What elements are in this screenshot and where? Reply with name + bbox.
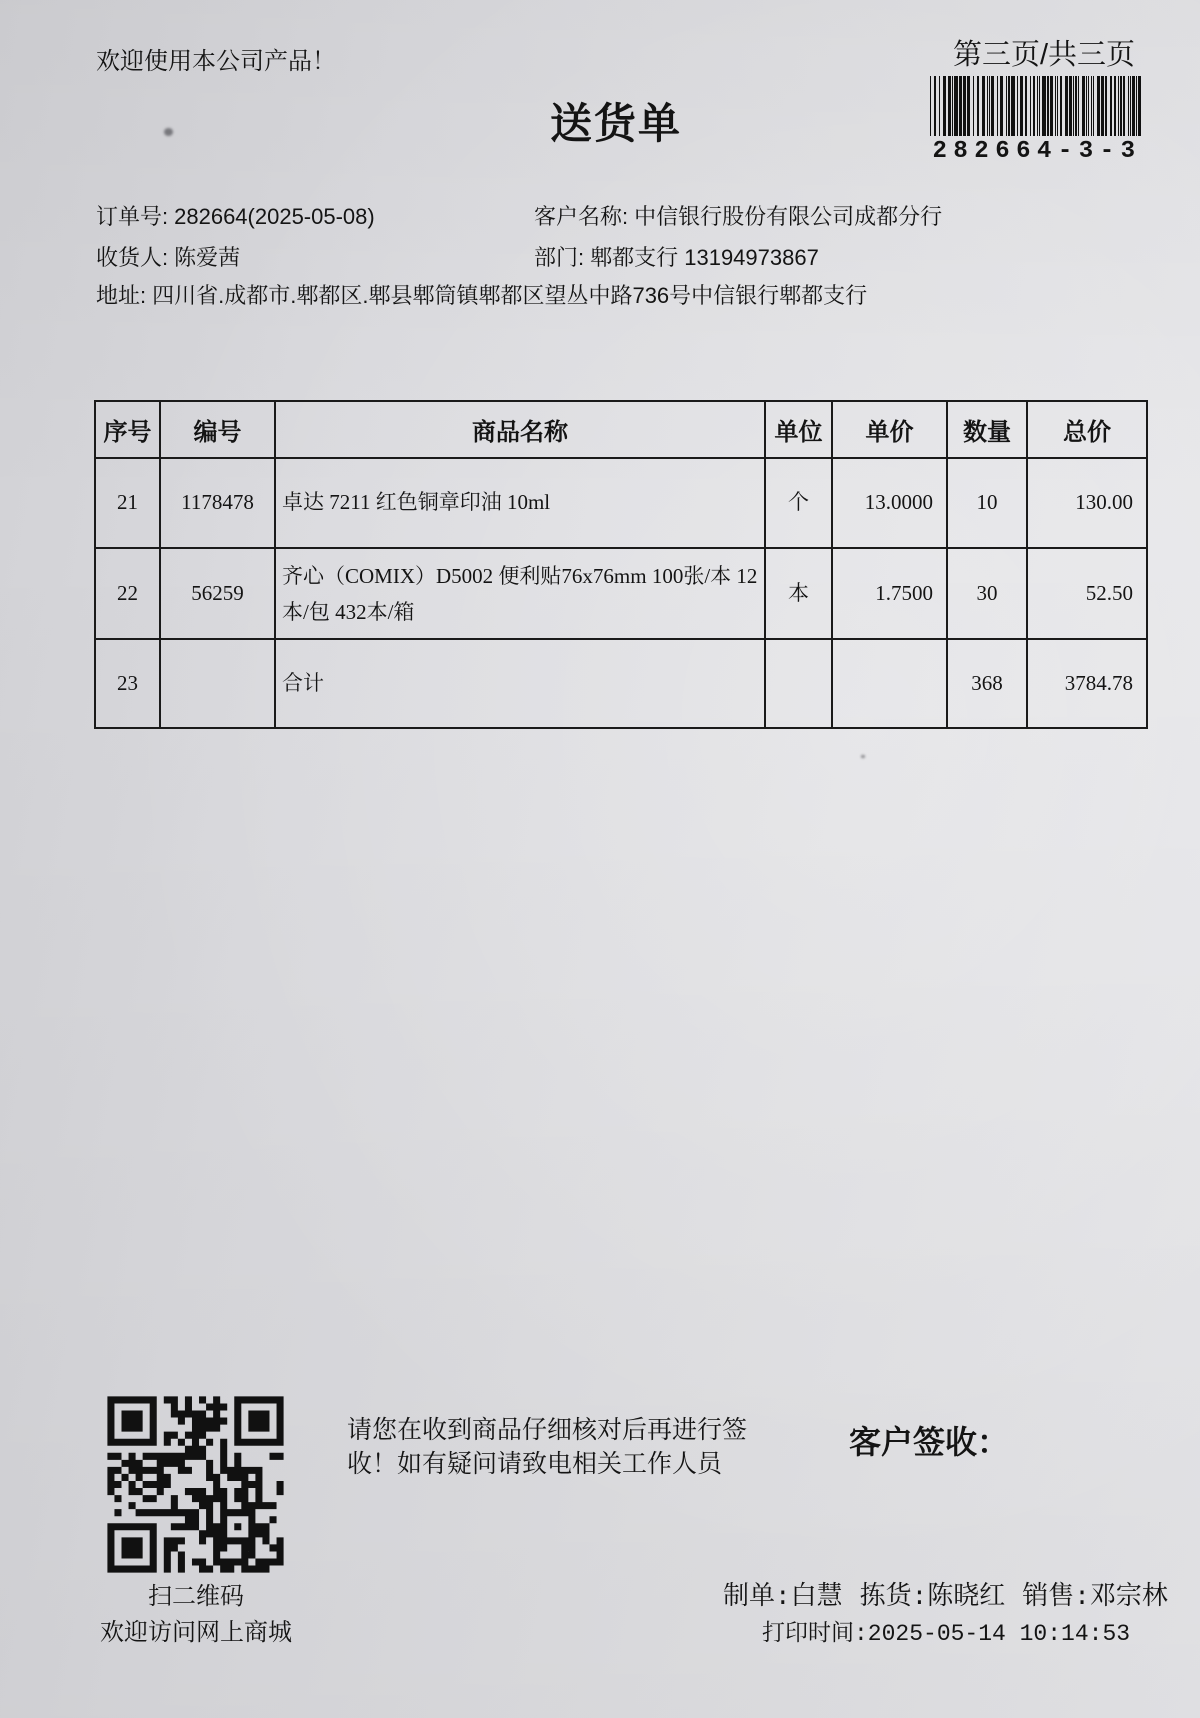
barcode [929, 76, 1145, 136]
cell-product-name: 卓达 7211 红色铜章印油 10ml [275, 458, 765, 548]
header-seq: 序号 [95, 401, 160, 458]
table-header-row [95, 401, 1147, 458]
table-row-total [95, 639, 1147, 728]
cell-unit [765, 639, 832, 728]
maker: 制单:白慧 [723, 1582, 843, 1612]
cell-seq: 21 [95, 458, 160, 548]
header-unit-price: 单价 [832, 401, 947, 458]
customer-name-value: 中信银行股份有限公司成都分行 [634, 204, 943, 229]
address [96, 285, 867, 307]
cell-seq: 22 [95, 548, 160, 639]
header-unit: 单位 [765, 401, 832, 458]
cell-code: 1178478 [160, 458, 275, 548]
document-title: 送货单 [549, 100, 683, 147]
qr-caption-shop: 欢迎访问网上商城 [100, 1620, 292, 1646]
header-product-name: 商品名称 [275, 401, 765, 458]
qr-caption-scan: 扫二维码 [148, 1584, 244, 1610]
cell-total: 3784.78 [1027, 639, 1147, 728]
cell-unit: 个 [765, 458, 832, 548]
customer-signature-label: 客户签收： [849, 1424, 1010, 1460]
receiver-label: 收货人: [96, 245, 169, 270]
department [534, 247, 819, 269]
table-row [95, 548, 1147, 639]
goods-table [94, 400, 1148, 729]
header-total: 总价 [1027, 401, 1147, 458]
cell-code [160, 639, 275, 728]
print-time: 打印时间:2025-05-14 10:14:53 [762, 1621, 1131, 1647]
picker: 拣货:陈晓红 [859, 1582, 1006, 1612]
cell-unit: 本 [765, 548, 832, 639]
cell-total: 52.50 [1027, 548, 1147, 639]
paper-speck [164, 128, 173, 136]
welcome-text: 欢迎使用本公司产品！ [96, 48, 336, 75]
customer-name [534, 206, 942, 228]
department-label: 部门: [534, 245, 585, 270]
barcode-bars [930, 76, 1141, 136]
qr-code [106, 1395, 285, 1574]
table-row [95, 458, 1147, 548]
department-value: 郫都支行 13194973867 [590, 245, 819, 270]
barcode-number: 282664-3-3 [932, 138, 1142, 165]
cell-quantity: 368 [947, 639, 1027, 728]
cell-quantity: 30 [947, 548, 1027, 639]
address-label: 地址: [96, 283, 147, 308]
page-indicator: 第三页/共三页 [953, 39, 1136, 71]
receiver-value: 陈爱茜 [174, 245, 241, 270]
cell-code: 56259 [160, 548, 275, 639]
cell-product-name: 齐心（COMIX）D5002 便利贴76x76mm 100张/本 12本/包 432本/箱 [275, 548, 765, 639]
order-number-label: 订单号: [96, 204, 169, 229]
header-code: 编号 [160, 401, 275, 458]
cell-quantity: 10 [947, 458, 1027, 548]
order-number [96, 206, 375, 228]
customer-name-label: 客户名称: [534, 204, 629, 229]
cell-product-name: 合计 [275, 639, 765, 728]
order-number-value: 282664(2025-05-08) [174, 204, 375, 229]
cell-unit-price: 1.7500 [832, 548, 947, 639]
cell-unit-price [832, 639, 947, 728]
sales: 销售:邓宗林 [1022, 1582, 1168, 1612]
cell-unit-price: 13.0000 [832, 458, 947, 548]
address-value: 四川省.成都市.郫都区.郫县郫筒镇郫都区望丛中路736号中信银行郫都支行 [152, 283, 868, 308]
cell-total: 130.00 [1027, 458, 1147, 548]
cell-seq: 23 [95, 639, 160, 728]
header-quantity: 数量 [947, 401, 1027, 458]
paper-speck [861, 755, 865, 758]
staff-line [723, 1584, 1168, 1610]
verification-notice: 请您在收到商品仔细核对后再进行签收！如有疑问请致电相关工作人员 [347, 1416, 748, 1478]
qr-code-modules [107, 1396, 283, 1572]
receiver [96, 247, 240, 269]
